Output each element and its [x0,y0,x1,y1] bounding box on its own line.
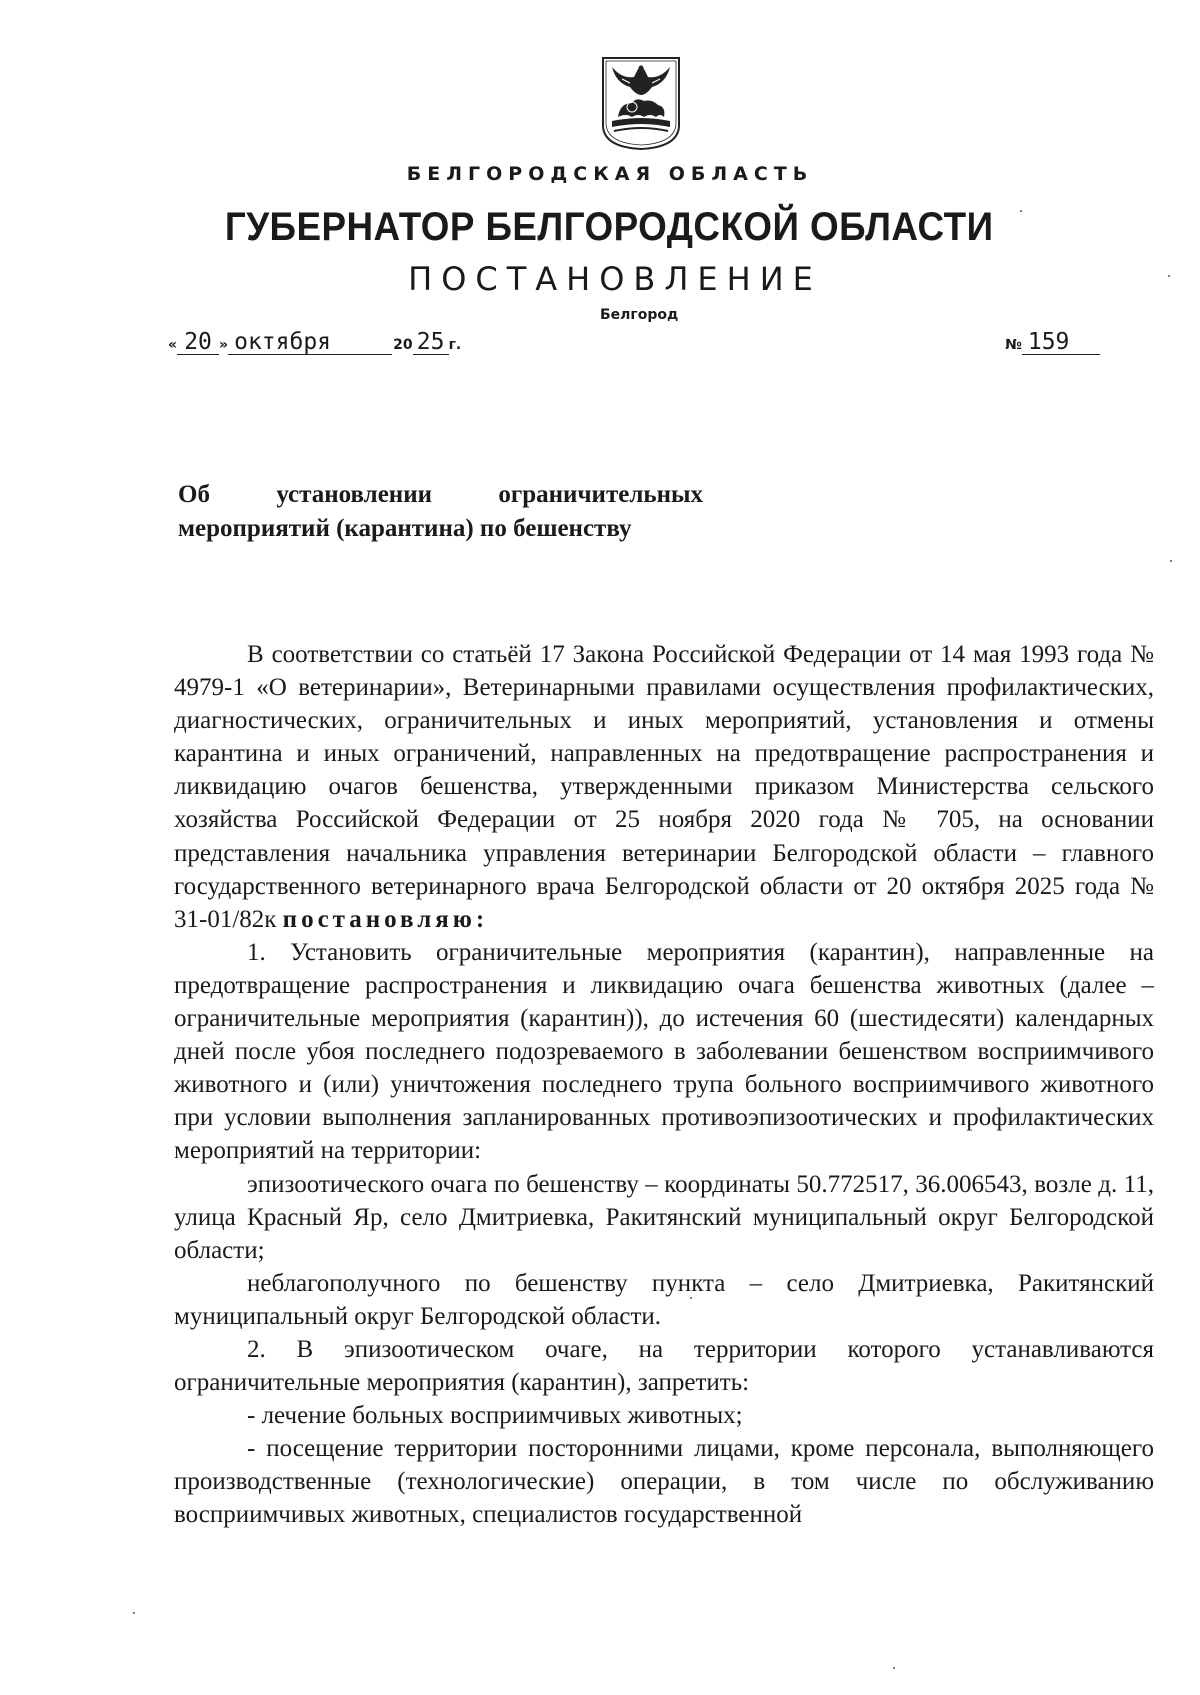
document-number: 159 [1022,330,1100,355]
date-month: октября [228,330,392,355]
title-line-2: мероприятий (карантина) по бешенству [178,515,632,542]
scan-speck [1170,560,1172,562]
title-word: Об [178,481,210,508]
document-type-heading: ПОСТАНОВЛЕНИЕ [408,260,822,298]
year-mark: г. [448,337,462,353]
document-number-line [1005,330,1100,355]
scan-speck [133,1612,135,1614]
title-word: установлении [276,481,433,508]
close-quote: » [219,337,229,353]
preamble-text: В соответствии со статьёй 17 Закона Российской Федерации от 14 мая 1993 года № 4979-1 «О ветеринарии», Ветеринарными правилами осуществления профилактических, диагностических, ограничительных и иных мероприятий, установления и отмены карантина и иных ограничений, направленных на предотвращение распространения и ликвидацию очагов бешенства, утвержденными приказом Министерства сельского хозяйства Российской Федерации от 25 ноября 2020 года № 705, на основании представления начальника управления ветеринарии Белгородской области – главного государственного ветеринарного врача Белгородской области от 20 октября 2025 года № 31-01/82к [174,641,1154,933]
date-day: 20 [177,330,219,355]
title-word: ограничительных [498,481,703,508]
item-2-ban-visits: - посещение территории посторонними лицами, кроме персонала, выполняющего производственные (технологические) операции, в том числе по обслуживанию восприимчивых животных, специалистов государственной [174,1435,1154,1529]
preamble-paragraph [174,638,1154,936]
item-2-ban-treatment: - лечение больных восприимчивых животных; [247,1402,743,1430]
scan-speck [690,1297,692,1299]
scan-speck [893,1667,895,1669]
coat-of-arms-emblem [600,55,682,151]
item-1-unfavorable-point: неблагополучного по бешенству пункта – село Дмитриевка, Ракитянский муниципальный округ Белгородской области. [174,1269,1154,1330]
scan-speck [1020,210,1022,212]
number-label: № [1005,337,1022,353]
item-1: 1. Установить ограничительные мероприятия (карантин), направленные на предотвращение распространения и ликвидацию очага бешенства животных (далее – ограничительные мероприятия (карантин)), до истечения 60 (шестидесяти) календарных дней после убоя последнего подозреваемого в заболевании бешенством восприимчивого животного и (или) уничтожения последнего трупа больного восприимчивого животного при условии выполнения запланированных противоэпизоотических и профилактических мероприятий на территории: [174,938,1154,1165]
city-label: Белгород [600,307,679,323]
document-title [178,478,703,546]
item-2: 2. В эпизоотическом очаге, на территории которого устанавливаются ограничительные мероприятия (карантин), запретить: [174,1335,1154,1397]
scan-speck [1168,275,1170,277]
item-1-epizootic-focus: эпизоотического очага по бешенству – координаты 50.772517, 36.006543, возле д. 11, улица Красный Яр, село Дмитриевка, Ракитянский муниципальный округ Белгородской области; [174,1170,1154,1264]
document-body [174,638,1154,1532]
year-prefix: 20 [393,337,413,353]
region-heading: БЕЛГОРОДСКАЯ ОБЛАСТЬ [406,163,814,185]
date-line [168,330,461,355]
open-quote: « [168,337,178,353]
authority-heading: ГУБЕРНАТОР БЕЛГОРОДСКОЙ ОБЛАСТИ [224,205,994,249]
decree-word: постановляю: [282,905,489,933]
date-year: 25 [413,330,449,355]
